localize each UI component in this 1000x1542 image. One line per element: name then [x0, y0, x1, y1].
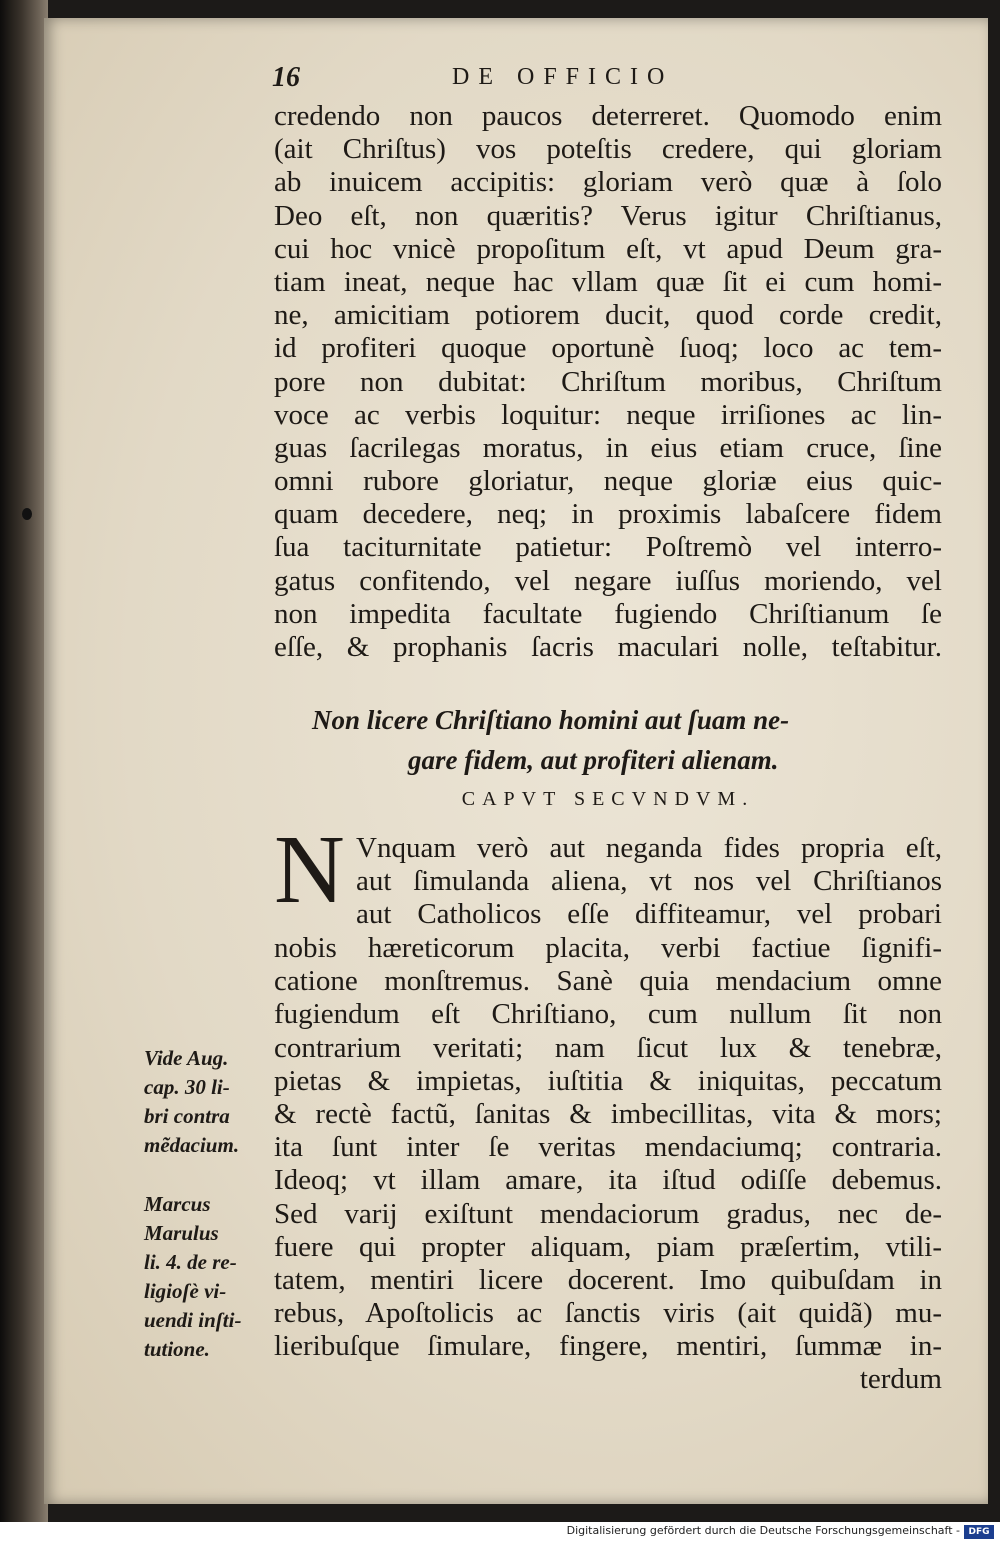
text-line: gatus confitendo, vel negare iuſſus moriendo, vel	[274, 564, 942, 597]
text-line: id profiteri quoque oportunè ſuoq; loco ac tem-	[274, 332, 942, 365]
text-line: non impedita facultate fugiendo Chriſtianum ſe	[274, 597, 942, 630]
margin-line: Marulus	[144, 1221, 219, 1245]
marginal-note-marulus	[144, 1190, 270, 1364]
text-line: quam decedere, neq; in proximis labaſcere fidem	[274, 498, 942, 531]
footer-bar	[0, 1522, 1000, 1542]
text-line: credendo non paucos deterreret. Quomodo enim	[274, 100, 942, 132]
text-line: pore non dubitat: Chriſtum moribus, Chriſtum	[274, 365, 942, 398]
chapter-title-line-1: Non licere Chriſtiano homini aut ſuam ne-	[312, 705, 790, 735]
text-line: fugiendum eſt Chriſtiano, cum nullum ſit non	[274, 998, 942, 1031]
paragraph-1	[274, 100, 942, 664]
margin-line: ligioſè vi-	[144, 1279, 227, 1303]
text-line: pietas & impietas, iuſtitia & iniquitas, peccatum	[274, 1064, 942, 1097]
text-line: voce ac verbis loquitur: neque irriſiones ac lin-	[274, 398, 942, 431]
margin-line: tutione.	[144, 1337, 210, 1361]
text-line: eſſe, & prophanis ſacris maculari nolle, teſtabitur.	[274, 631, 942, 663]
text-line: ab inuicem accipitis: gloriam verò quæ à ſolo	[274, 166, 942, 199]
margin-line: mẽdacium.	[144, 1133, 240, 1157]
chapter-heading: CAPVT SECVNDVM.	[461, 788, 755, 810]
text-line: ita ſunt inter ſe veritas mendaciumq; contraria.	[274, 1131, 942, 1164]
text-line: Vnquam verò aut neganda fides propria eſt,	[356, 832, 942, 864]
drop-cap: N	[274, 816, 345, 924]
text-line: lieribuſque ſimulare, fingere, mentiri, ſummæ in-	[274, 1330, 942, 1363]
text-line: Deo eſt, non quæritis? Verus igitur Chriſtianus,	[274, 199, 942, 232]
text-line: cui hoc vnicè propoſitum eſt, vt apud Deum gra-	[274, 232, 942, 265]
chapter-title	[312, 700, 904, 780]
margin-line: uendi inſti-	[144, 1308, 242, 1332]
running-head: DE OFFICIO	[452, 64, 674, 90]
text-line: ſua taciturnitate patietur: Poſtremò vel interro-	[274, 531, 942, 564]
page-number: 16	[272, 62, 300, 93]
text-line: guas ſacrilegas moratus, in eius etiam cruce, ſine	[274, 431, 942, 464]
funding-credit: Digitalisierung gefördert durch die Deutsche Forschungsgemeinschaft -	[566, 1524, 960, 1537]
ink-blot	[22, 508, 32, 520]
marginal-note-augustine	[144, 1044, 270, 1160]
text-line: Ideoq; vt illam amare, ita iſtud odiſſe debemus.	[274, 1164, 942, 1197]
text-line: tiam ineat, neque hac vllam quæ ſit ei cum homi-	[274, 265, 942, 298]
margin-line: cap. 30 li-	[144, 1075, 230, 1099]
chapter-title-line-2: gare fidem, aut profiteri alienam.	[408, 745, 779, 775]
text-line: fuere qui propter aliquam, piam præſertim, vtili-	[274, 1230, 942, 1263]
text-line: Sed varij exiſtunt mendaciorum gradus, nec de-	[274, 1197, 942, 1230]
text-line: catione monſtremus. Sanè quia mendacium omne	[274, 965, 942, 998]
text-line: ne, amicitiam potiorem ducit, quod corde credit,	[274, 299, 942, 332]
book-spine	[0, 0, 48, 1522]
text-line: aut Catholicos eſſe diffiteamur, vel probari	[356, 898, 942, 931]
text-line: tatem, mentiri licere docerent. Imo quibuſdam in	[274, 1263, 942, 1296]
margin-line: Marcus	[144, 1192, 211, 1216]
text-line: (ait Chriſtus) vos poteſtis credere, qui gloriam	[274, 133, 942, 166]
text-line: omni rubore gloriatur, neque gloriæ eius quic-	[274, 465, 942, 498]
text-line: aut ſimulanda aliena, vt nos vel Chriſtianos	[356, 865, 942, 898]
text-line: & rectè factũ, ſanitas & imbecillitas, vita & mors;	[274, 1097, 942, 1130]
paragraph-2	[274, 932, 942, 1397]
page-header	[272, 62, 932, 98]
text-line: rebus, Apoſtolicis ac ſanctis viris (ait quidã) mu-	[274, 1297, 942, 1330]
margin-line: bri contra	[144, 1104, 230, 1128]
dfg-logo: DFG	[964, 1525, 994, 1539]
text-line: contrarium veritati; nam ſicut lux & tenebræ,	[274, 1031, 942, 1064]
text-line: nobis hæreticorum placita, verbi factiue ſignifi-	[274, 932, 942, 964]
paragraph-2-indented	[356, 832, 942, 932]
margin-line: Vide Aug.	[144, 1046, 229, 1070]
catchword: terdum	[859, 1363, 942, 1396]
margin-line: li. 4. de re-	[144, 1250, 237, 1274]
